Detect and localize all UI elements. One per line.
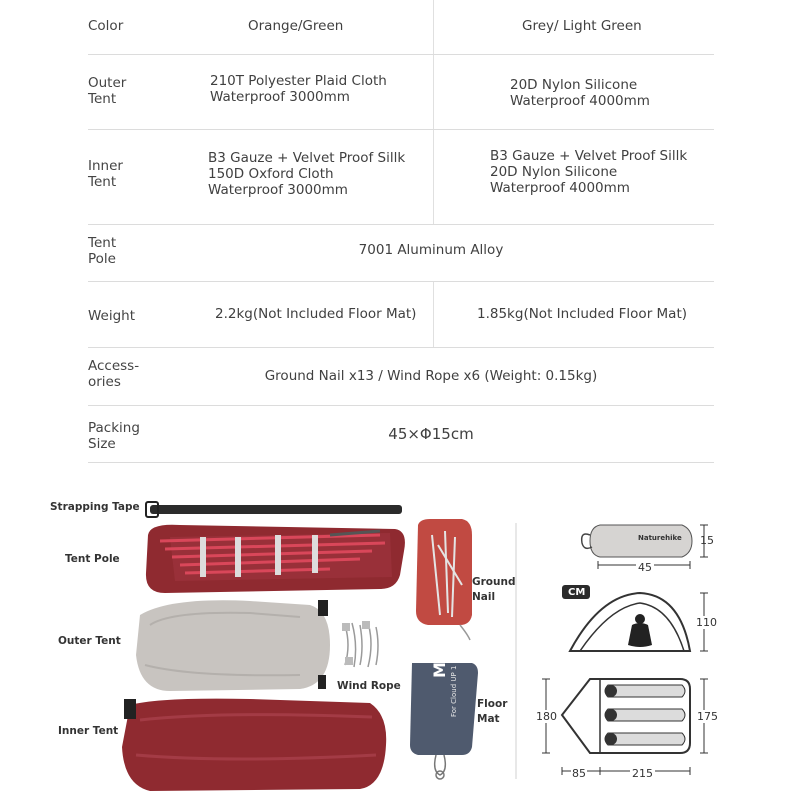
floor-mat-image xyxy=(410,663,478,779)
row-label-packing-size: Packing Size xyxy=(88,420,140,452)
caption-inner-tent: Inner Tent xyxy=(58,725,119,737)
mat-bag-label: Mat xyxy=(430,643,449,678)
row-tent-pole xyxy=(88,225,714,282)
caption-tent-pole: Tent Pole xyxy=(65,553,120,565)
row-label-weight: Weight xyxy=(88,308,136,324)
dim-tent-height: 110 xyxy=(696,616,717,629)
caption-ground-nail: Ground Nail xyxy=(472,576,516,603)
row-outer-tent xyxy=(88,55,714,130)
dim-vestibule: 85 xyxy=(572,767,586,780)
tent-pole-image xyxy=(146,525,405,593)
floor-plan-diagram xyxy=(542,679,708,775)
dim-bag-length: 45 xyxy=(638,561,652,574)
unit-badge: CM xyxy=(568,587,586,598)
dim-floor-length: 215 xyxy=(632,767,653,780)
accessories-value: Ground Nail x13 / Wind Rope x6 (Weight: 0.15kg) xyxy=(264,368,598,384)
mat-bag-sub: For Cloud UP 1 xyxy=(450,665,458,717)
components-illustration xyxy=(0,485,800,800)
wind-rope-image xyxy=(342,621,378,667)
row-color xyxy=(88,0,714,55)
row-label-accessories: Access- ories xyxy=(88,358,140,390)
weight-right: 1.85kg(Not Included Floor Mat) xyxy=(477,306,688,322)
outer-tent-left: 210T Polyester Plaid Cloth Waterproof 3000mm xyxy=(210,73,387,105)
row-accessories xyxy=(88,348,714,406)
dim-floor-left: 180 xyxy=(536,710,557,723)
outer-tent-right: 20D Nylon Silicone Waterproof 4000mm xyxy=(510,77,650,109)
caption-wind-rope: Wind Rope xyxy=(337,680,401,692)
dim-floor-right: 175 xyxy=(697,710,718,723)
caption-outer-tent: Outer Tent xyxy=(58,635,121,647)
strapping-tape-image xyxy=(146,502,402,517)
row-label-inner-tent: Inner Tent xyxy=(88,158,123,190)
row-inner-tent xyxy=(88,130,714,225)
caption-floor-mat: Floor Mat xyxy=(477,698,508,725)
inner-tent-left: B3 Gauze + Velvet Proof Sillk 150D Oxford Cloth Waterproof 3000mm xyxy=(208,150,406,198)
packing-size-value: 45×Φ15cm xyxy=(388,425,474,443)
spec-table xyxy=(88,0,714,463)
outer-tent-image xyxy=(136,600,330,691)
bag-brand: Naturehike xyxy=(638,534,682,542)
inner-tent-image xyxy=(122,699,386,791)
row-label-outer-tent: Outer Tent xyxy=(88,75,127,107)
ground-nail-image xyxy=(416,519,472,640)
row-packing-size xyxy=(88,406,714,463)
tent-pole-material: 7001 Aluminum Alloy xyxy=(358,242,504,258)
row-weight xyxy=(88,282,714,348)
caption-strapping-tape: Strapping Tape xyxy=(50,501,140,513)
color-orange-green: Orange/Green xyxy=(248,18,344,34)
inner-tent-right: B3 Gauze + Velvet Proof Sillk 20D Nylon Silicone Waterproof 4000mm xyxy=(490,148,688,196)
color-grey-green: Grey/ Light Green xyxy=(522,18,642,34)
row-label-color: Color xyxy=(88,18,124,34)
row-label-tent-pole: Tent Pole xyxy=(88,235,117,267)
dim-bag-height: 15 xyxy=(700,534,714,547)
weight-left: 2.2kg(Not Included Floor Mat) xyxy=(215,306,417,322)
